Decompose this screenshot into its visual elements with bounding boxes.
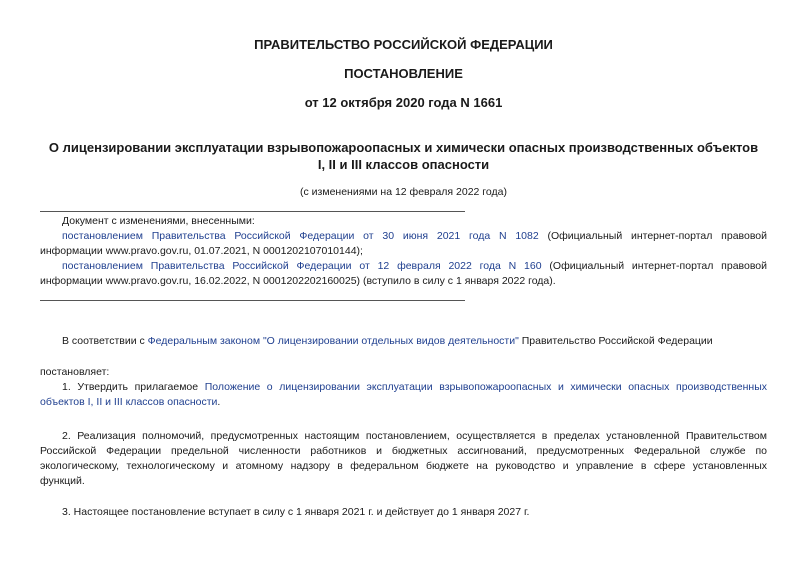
basis-post: Правительство Российской Федерации <box>521 335 713 347</box>
paragraph-2 <box>40 429 767 489</box>
document-title <box>0 139 807 173</box>
changes-intro: Документ с изменениями, внесенными: <box>62 215 255 227</box>
title-line-1: О лицензировании эксплуатации взрывопожароопасных и химически опасных производственных объектов <box>48 140 759 155</box>
paragraph-1 <box>40 380 767 410</box>
paragraph-3: 3. Настоящее постановление вступает в силу с 1 января 2021 г. и действует до 1 января 2027 г. <box>62 506 530 518</box>
paragraph-1-line-1 <box>40 380 767 395</box>
federal-law-link[interactable]: Федеральным законом "О лицензировании отдельных видов деятельности" <box>147 335 519 347</box>
paragraph-2-line-1: 2. Реализация полномочий, предусмотренных настоящим постановлением, осуществляется в пределах установленной Правительством <box>62 430 767 442</box>
change-1-source: (Официальный интернет-портал правовой <box>547 230 768 242</box>
paragraph-2-line-3: экологическому, технологическому и атомному надзору в федеральном бюджете на руководство и управление в сфере установленных <box>40 460 767 472</box>
document-date: от 12 октября 2020 года N 1661 <box>304 95 503 110</box>
divider-top <box>40 211 465 212</box>
change-2-source: (Официальный интернет-портал правовой <box>549 260 768 272</box>
revision-note: (с изменениями на 12 февраля 2022 года) <box>300 186 507 198</box>
change-1-source-cont: информации www.pravo.gov.ru, 01.07.2021, N 0001202107010144); <box>40 245 363 257</box>
change-item-2 <box>40 259 767 274</box>
regulation-link[interactable]: Положение о лицензировании эксплуатации взрывопожароопасных и химически опасных производственных <box>204 381 768 393</box>
paragraph-2-line-2: Российской Федерации предельной численности работников и бюджетных ассигнований, предусмотренных Федеральной службе по <box>40 445 767 457</box>
changes-block <box>40 214 767 289</box>
basis-pre: В соответствии с <box>62 335 145 347</box>
paragraph-basis <box>62 334 767 349</box>
change-1-link[interactable]: постановлением Правительства Российской Федерации от 30 июня 2021 года N 1082 <box>62 230 539 242</box>
change-2-link[interactable]: постановлением Правительства Российской Федерации от 12 февраля 2022 года N 160 <box>62 260 542 272</box>
paragraph-decrees: постановляет: <box>40 366 110 378</box>
paragraph-1-line-2 <box>40 395 767 410</box>
regulation-link-cont[interactable]: объектов I, II и III классов опасности <box>40 396 218 408</box>
document-type: ПОСТАНОВЛЕНИЕ <box>344 66 463 81</box>
change-2-source-cont: информации www.pravo.gov.ru, 16.02.2022, N 0001202202160025) (вступило в силу с 1 января 2022 года). <box>40 275 556 287</box>
government-heading: ПРАВИТЕЛЬСТВО РОССИЙСКОЙ ФЕДЕРАЦИИ <box>254 37 553 52</box>
paragraph-1-pre: 1. Утвердить прилагаемое <box>62 381 199 393</box>
paragraph-2-line-4: функций. <box>40 475 85 487</box>
change-item-1 <box>40 229 767 244</box>
divider-bottom <box>40 300 465 301</box>
paragraph-1-post: . <box>217 396 221 408</box>
title-line-2: I, II и III классов опасности <box>317 157 490 172</box>
